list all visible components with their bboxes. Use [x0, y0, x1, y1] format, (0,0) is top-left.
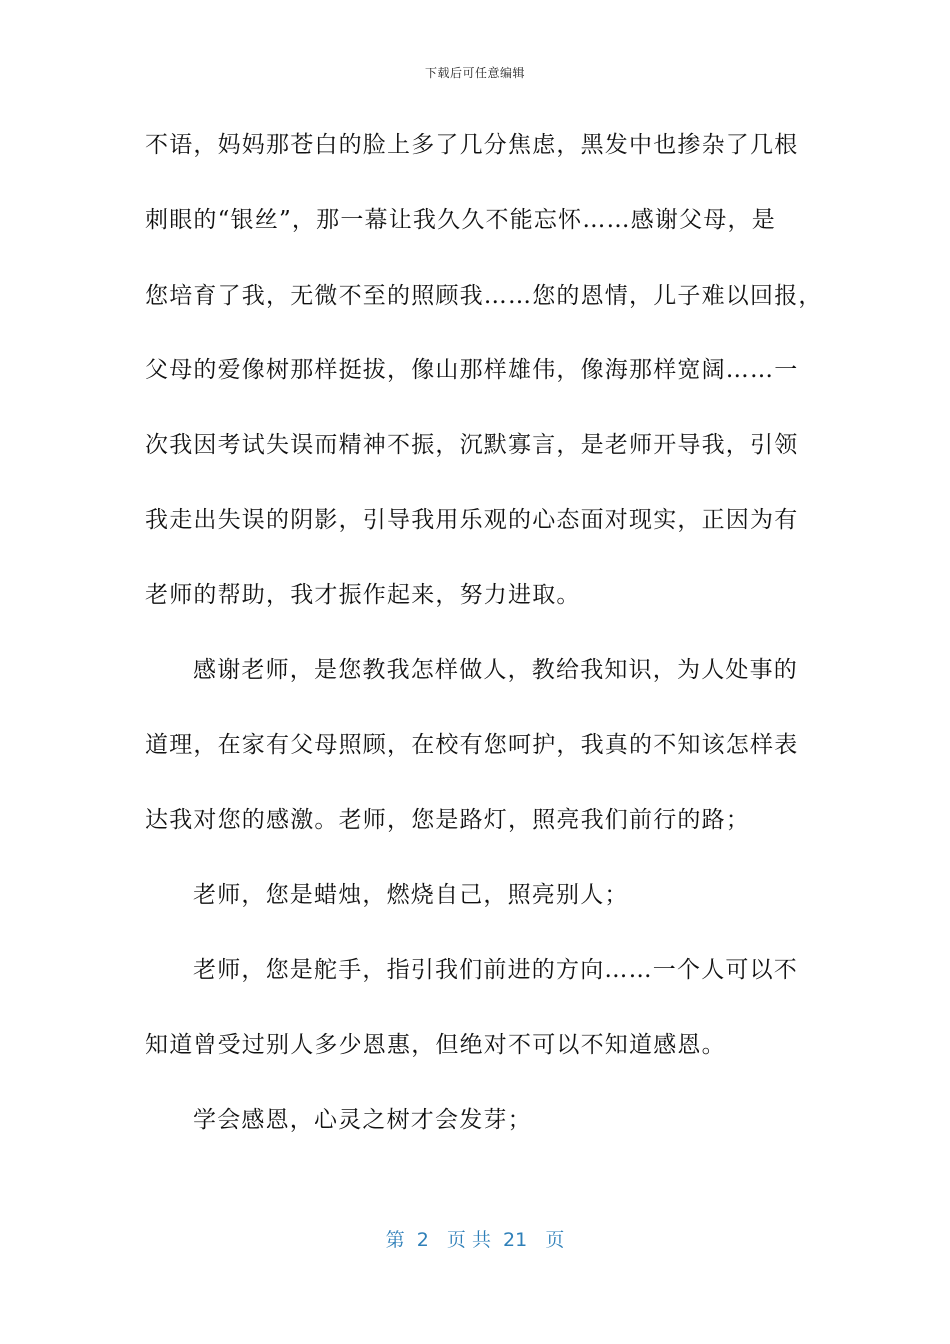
- text-line: 我走出失误的阴影，引导我用乐观的心态面对现实，正因为有: [145, 507, 799, 533]
- text-line: 不语，妈妈那苍白的脸上多了几分焦虑，黑发中也掺杂了几根: [145, 132, 799, 158]
- text-line: 道理，在家有父母照顾，在校有您呵护，我真的不知该怎样表: [145, 732, 799, 758]
- text-line: 知道曾受过别人多少恩惠，但绝对不可以不知道感恩。: [145, 1032, 726, 1058]
- text-line: 您培育了我，无微不至的照顾我……您的恩情，儿子难以回报，: [145, 283, 823, 309]
- text-line: 父母的爱像树那样挺拔，像山那样雄伟，像海那样宽阔……一: [145, 357, 799, 383]
- paragraph-first-line: 感谢老师，是您教我怎样做人，教给我知识，为人处事的: [193, 657, 798, 683]
- paragraph-first-line: 老师，您是蜡烛，燃烧自己，照亮别人；: [193, 882, 629, 908]
- text-line: 次我因考试失误而精神不振，沉默寡言，是老师开导我，引领: [145, 432, 799, 458]
- page-header: 下载后可任意编辑: [424, 66, 525, 80]
- paragraph-first-line: 学会感恩，心灵之树才会发芽；: [193, 1107, 532, 1133]
- text-line: 老师的帮助，我才振作起来，努力进取。: [145, 582, 581, 608]
- text-line: 达我对您的感激。老师，您是路灯，照亮我们前行的路；: [145, 807, 750, 833]
- page-number-footer: 第 2 页 共 21 页: [385, 1229, 565, 1251]
- text-line: 刺眼的“银丝”，那一幕让我久久不能忘怀……感谢父母，是: [145, 207, 776, 233]
- paragraph-first-line: 老师，您是舵手，指引我们前进的方向……一个人可以不: [193, 957, 798, 983]
